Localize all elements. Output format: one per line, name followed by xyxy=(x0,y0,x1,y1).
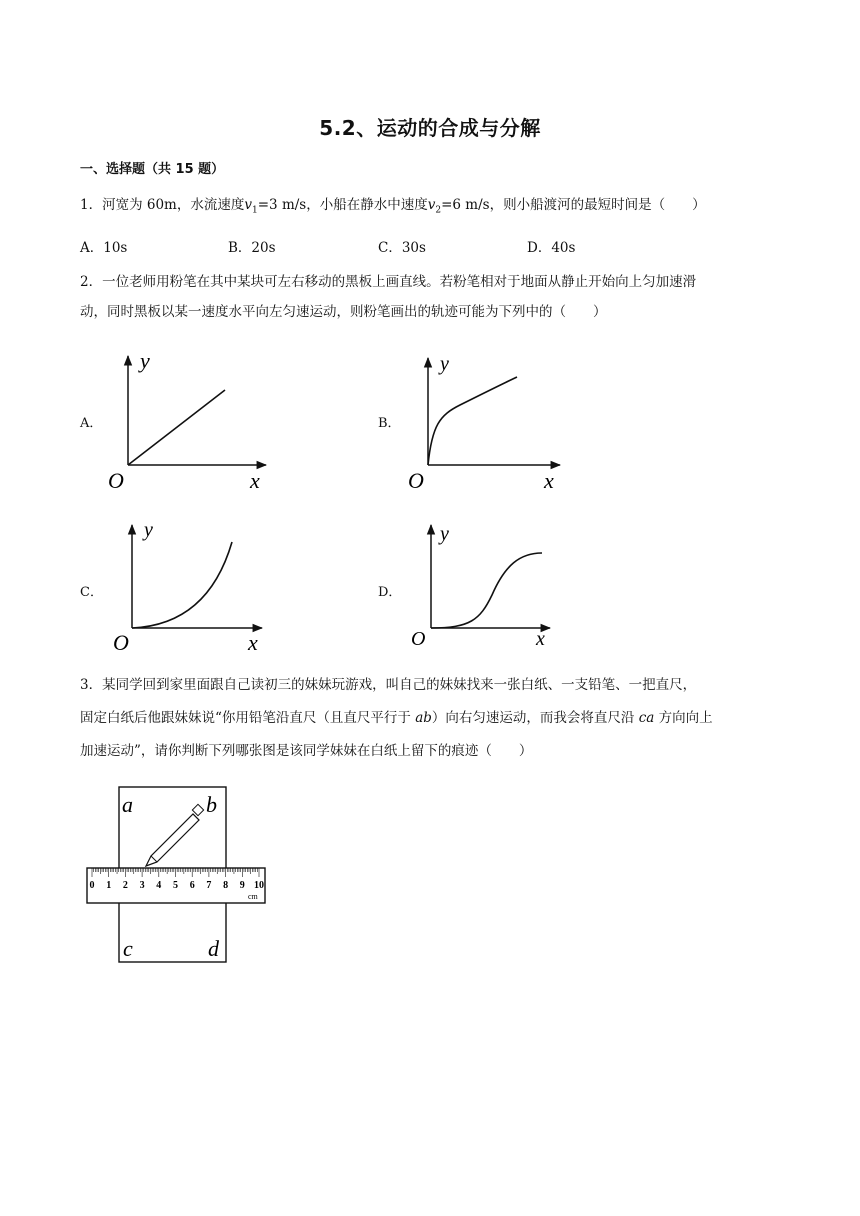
graph-c-y-label: y xyxy=(144,519,153,541)
ruler-unit: cm xyxy=(248,892,258,901)
corner-a: a xyxy=(122,792,133,817)
q2-option-b-label[interactable]: B． xyxy=(378,416,401,431)
page-title: 5.2、运动的合成与分解 xyxy=(319,116,541,140)
q1-option-c[interactable]: C．30s xyxy=(378,240,426,256)
corner-c: c xyxy=(123,936,133,961)
q2-option-c-label[interactable]: C． xyxy=(80,585,103,600)
q1-v2: v xyxy=(427,197,436,213)
q1-option-a[interactable]: A．10s xyxy=(80,240,128,256)
ruler-number: 3 xyxy=(139,880,145,891)
q1-pre: 1．河宽为 60m，水流速度 xyxy=(80,197,245,213)
question-2-line-1: 2．一位老师用粉笔在其中某块可左右移动的黑板上画直线。若粉笔相对于地面从静止开始向上匀加速滑 xyxy=(80,274,697,290)
question-2-line-2: 动，同时黑板以某一速度水平向左匀速运动，则粉笔画出的轨迹可能为下列中的（ ） xyxy=(80,304,607,320)
graph-b-origin: O xyxy=(408,468,424,493)
graph-a-y-label: y xyxy=(140,348,150,373)
ruler-number: 5 xyxy=(173,880,178,891)
q1-mid: ，小船在静水中速度 xyxy=(306,197,428,213)
graph-a-x-label: x xyxy=(250,468,260,493)
ruler-number: 2 xyxy=(122,880,128,891)
q1-v1-sub: 1 xyxy=(252,205,258,216)
graph-c-origin: O xyxy=(113,630,129,655)
pencil-icon xyxy=(146,804,204,866)
graph-b-x-label: x xyxy=(544,468,554,493)
question-3-line-3: 加速运动”，请你判断下列哪张图是该同学妹妹在白纸上留下的痕迹（ ） xyxy=(80,743,533,759)
ruler-number: 1 xyxy=(106,880,112,891)
ruler-number: 0 xyxy=(89,880,95,891)
corner-d: d xyxy=(208,936,219,961)
q3-ab: ab xyxy=(415,710,432,726)
graph-b-y-label: y xyxy=(440,353,449,375)
q1-v2-val: =6 m/s xyxy=(441,197,490,213)
q1-option-b[interactable]: B．20s xyxy=(228,240,276,256)
q3-line2-mid: ）向右匀速运动，而我会将直尺沿 xyxy=(431,710,639,726)
ruler-number: 8 xyxy=(223,880,229,891)
graph-a-origin: O xyxy=(108,468,124,493)
q1-v2-sub: 2 xyxy=(435,205,442,216)
ruler-number: 7 xyxy=(206,880,212,891)
graph-d-x-label: x xyxy=(536,628,545,650)
q1-v1: v xyxy=(244,197,253,213)
corner-b: b xyxy=(206,792,217,817)
question-3-line-1: 3．某同学回到家里面跟自己读初三的妹妹玩游戏，叫自己的妹妹找来一张白纸、一支铅笔、一把直尺， xyxy=(80,677,697,693)
ruler-number: 4 xyxy=(156,880,162,891)
ruler-number: 9 xyxy=(239,880,245,891)
q3-line2-pre: 固定白纸后他跟妹妹说“你用铅笔沿直尺（且直尺平行于 xyxy=(80,710,416,726)
q2-option-a-label[interactable]: A． xyxy=(80,416,103,431)
graph-d-origin: O xyxy=(411,628,426,650)
q2-option-d-label[interactable]: D． xyxy=(378,585,402,600)
graph-c-x-label: x xyxy=(248,630,258,655)
graph-d-y-label: y xyxy=(440,523,449,545)
ruler-number: 10 xyxy=(254,880,264,891)
q1-option-d[interactable]: D．40s xyxy=(527,240,576,256)
q1-v1-val: =3 m/s xyxy=(257,197,307,213)
q3-ca: ca xyxy=(638,710,655,726)
section-heading: 一、选择题（共 15 题） xyxy=(80,162,225,177)
ruler-number: 6 xyxy=(189,880,195,891)
q1-post: ，则小船渡河的最短时间是（ ） xyxy=(489,197,706,213)
q3-line2-post: 方向向上 xyxy=(654,710,713,726)
